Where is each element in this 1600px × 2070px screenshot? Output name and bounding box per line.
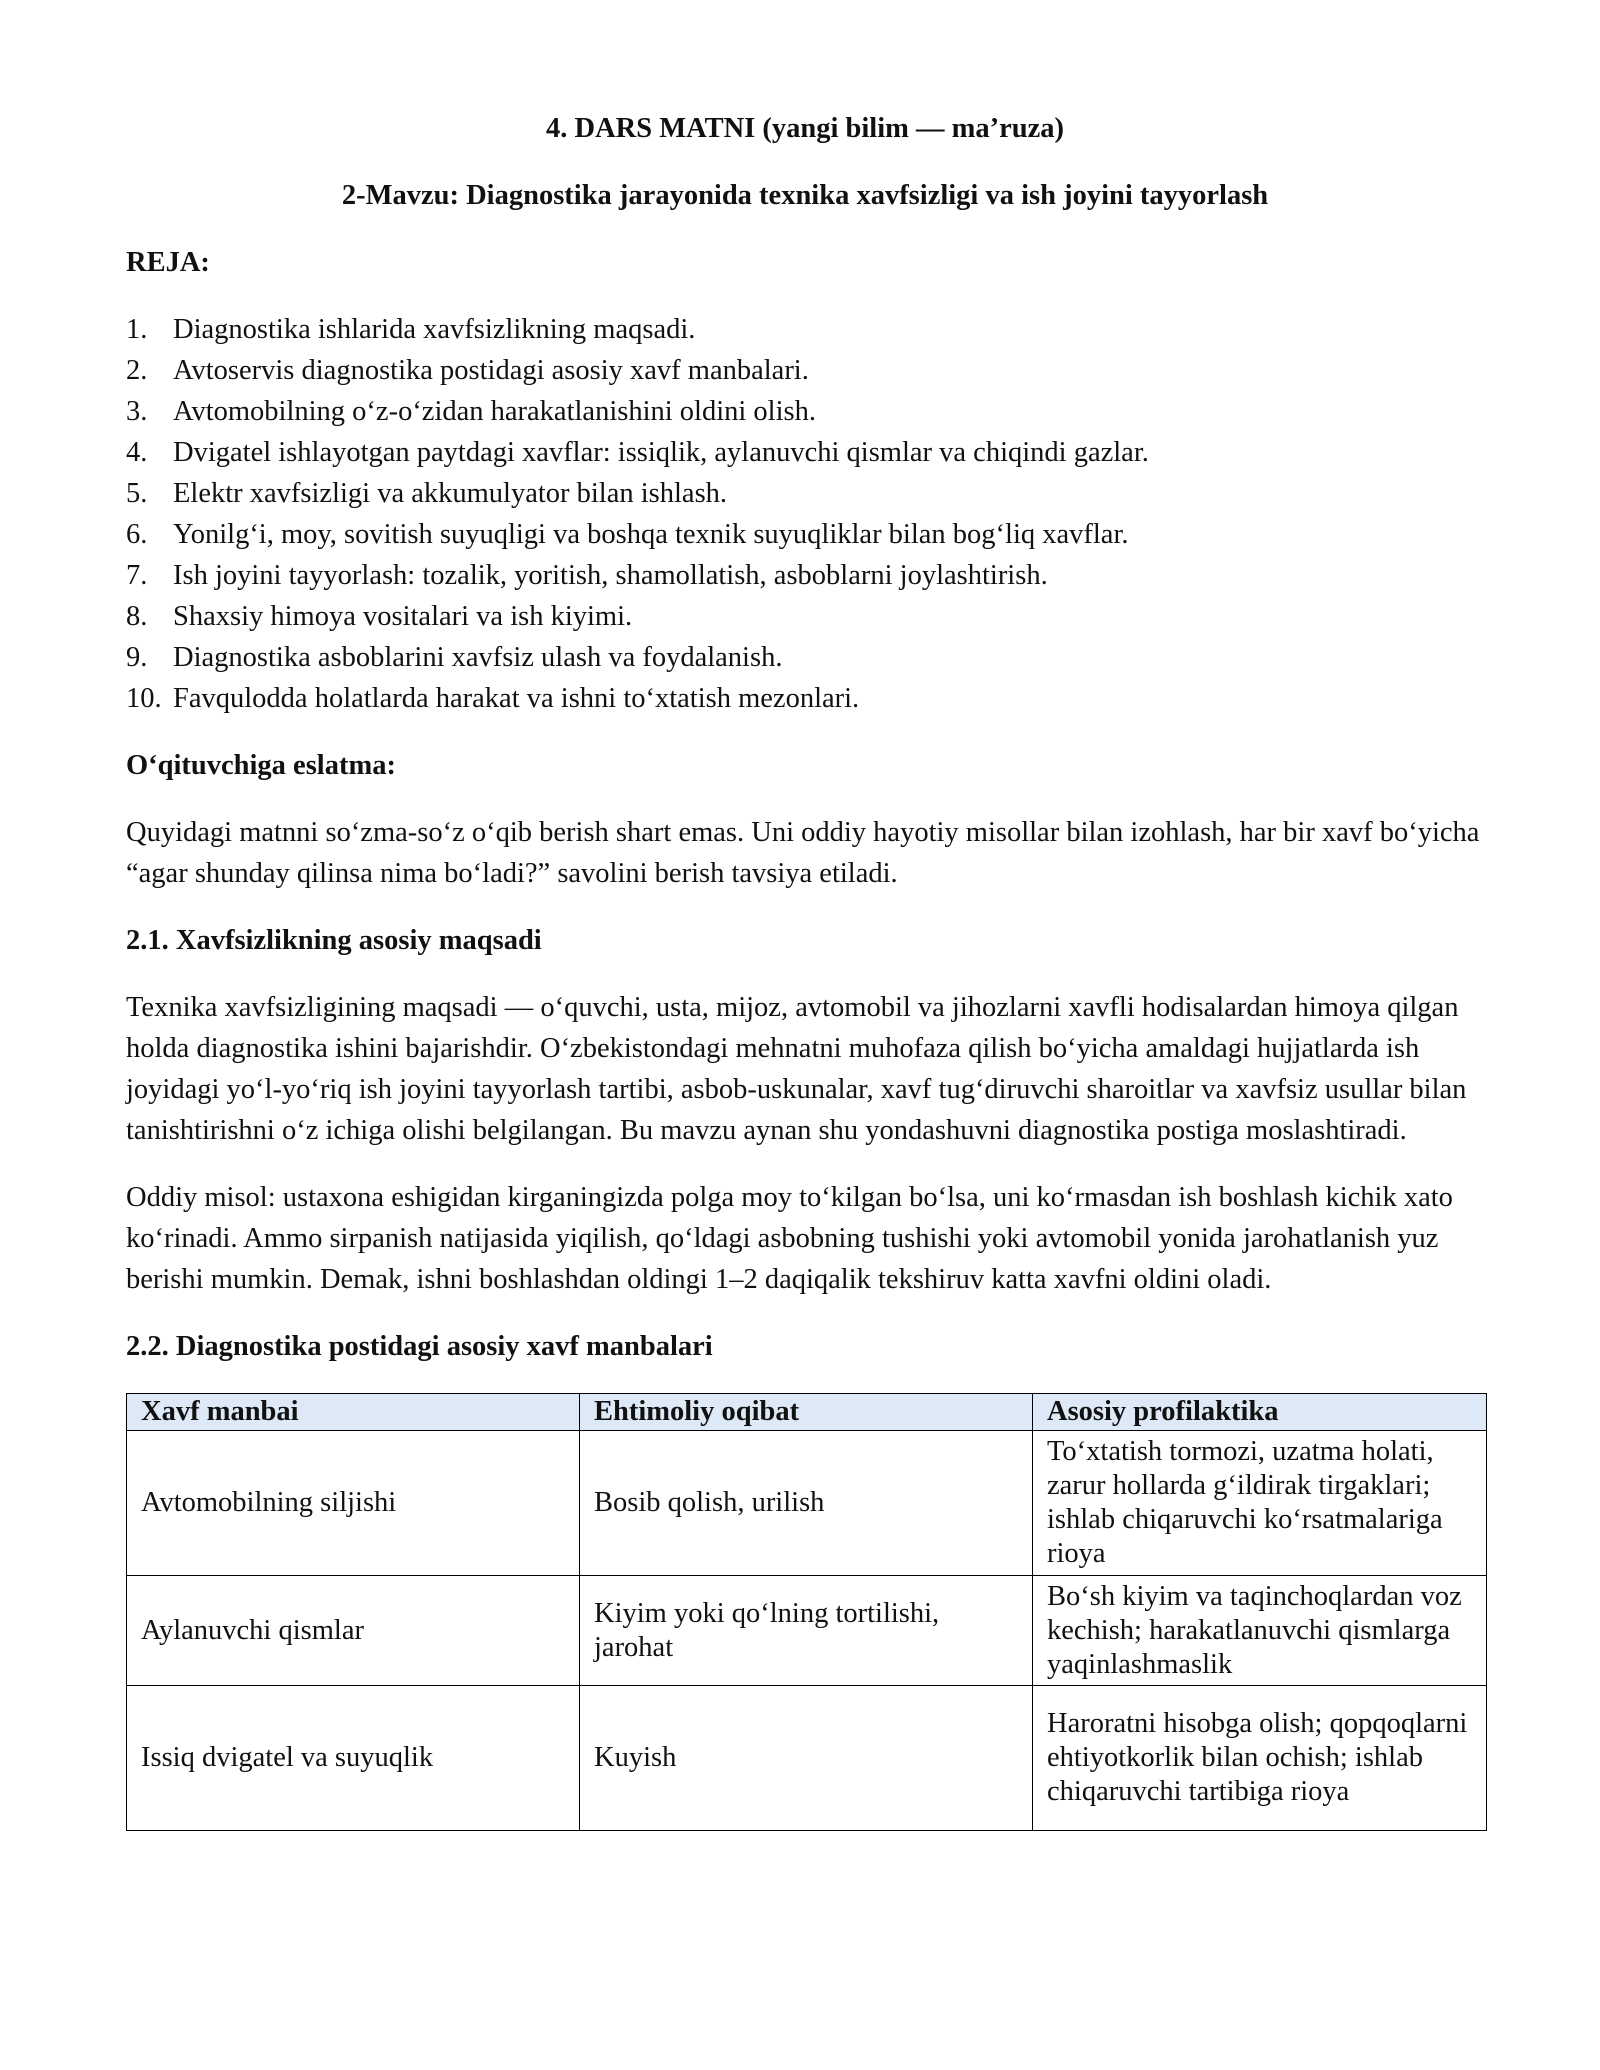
plan-item-text: Elektr xavfsizligi va akkumulyator bilan ishlash.: [173, 478, 728, 509]
plan-item: [126, 309, 1484, 350]
plan-item-text: Diagnostika ishlarida xavfsizlikning maqsadi.: [173, 314, 696, 345]
table-row: [127, 1431, 1487, 1576]
plan-item-number: 2.: [126, 355, 148, 386]
table-cell: Haroratni hisobga olish; qopqoqlarni ehtiyotkorlik bilan ochish; ishlab chiqaruvchi tartibiga rioya: [1033, 1686, 1487, 1831]
hazard-table: [126, 1393, 1487, 1831]
plan-item-text: Avtomobilning oʻz-oʻzidan harakatlanishini oldini olish.: [173, 396, 816, 427]
plan-item: [126, 678, 1484, 719]
plan-item-number: 10.: [126, 683, 162, 714]
section-2-1-paragraph: Texnika xavfsizligining maqsadi — oʻquvchi, usta, mijoz, avtomobil va jihozlarni xavfli hodisalardan himoya qilgan holda diagnostika ishini bajarishdir. Oʻzbekistondagi mehnatni muhofaza qilish boʻyicha amaldagi hujjatlarda ish joyidagi yoʻl-yoʻriq ish joyini tayyorlash tartibi, asbob-uskunalar, xavf tugʻdiruvchi sharoitlar va xavfsiz usullar bilan tanishtirishni oʻz ichiga olishi belgilangan. Bu mavzu aynan shu yondashuvni diagnostika postiga moslashtiradi.: [126, 992, 1467, 1146]
document-title: 4. DARS MATNI (yangi bilim — ma’ruza): [546, 113, 1064, 144]
column-header-possible-consequence: Ehtimoliy oqibat: [580, 1394, 1033, 1431]
table-row: [127, 1576, 1487, 1686]
plan-item: [126, 514, 1484, 555]
plan-item-text: Shaxsiy himoya vositalari va ish kiyimi.: [173, 601, 633, 632]
section-2-1-example-paragraph: Oddiy misol: ustaxona eshigidan kirganingizda polga moy toʻkilgan boʻlsa, uni koʻrmasdan ish boshlash kichik xato koʻrinadi. Ammo sirpanish natijasida yiqilish, qoʻldagi asbobning tushishi yoki avtomobil yonida jarohatlanish yuz berishi mumkin. Demak, ishni boshlashdan oldingi 1–2 daqiqalik tekshiruv katta xavfni oldini oladi.: [126, 1182, 1453, 1295]
column-header-prevention: Asosiy profilaktika: [1033, 1394, 1487, 1431]
table-cell: Kuyish: [580, 1686, 1033, 1831]
table-cell: Bosib qolish, urilish: [580, 1431, 1033, 1576]
document-body: [126, 108, 1484, 1831]
plan-heading: REJA:: [126, 247, 210, 278]
table-cell: Avtomobilning siljishi: [127, 1431, 580, 1576]
table-cell: Aylanuvchi qismlar: [127, 1576, 580, 1686]
plan-item-text: Ish joyini tayyorlash: tozalik, yoritish, shamollatish, asboblarni joylashtirish.: [173, 560, 1048, 591]
table-header-row: [127, 1394, 1487, 1431]
table-cell: Toʻxtatish tormozi, uzatma holati, zarur hollarda gʻildirak tirgaklari; ishlab chiqaruvchi koʻrsatmalariga rioya: [1033, 1431, 1487, 1576]
teacher-note-text: Quyidagi matnni soʻzma-soʻz oʻqib berish shart emas. Uni oddiy hayotiy misollar bilan izohlash, har bir xavf boʻyicha “agar shunday qilinsa nima boʻladi?” savolini berish tavsiya etiladi.: [126, 817, 1480, 889]
plan-item-number: 9.: [126, 642, 148, 673]
plan-item: [126, 596, 1484, 637]
table-row: [127, 1686, 1487, 1831]
plan-item-number: 6.: [126, 519, 148, 550]
table-cell: Boʻsh kiyim va taqinchoqlardan voz kechish; harakatlanuvchi qismlarga yaqinlashmaslik: [1033, 1576, 1487, 1686]
section-heading-2-1: 2.1. Xavfsizlikning asosiy maqsadi: [126, 925, 542, 956]
teacher-note-heading: Oʻqituvchiga eslatma:: [126, 750, 396, 781]
plan-item-number: 1.: [126, 314, 148, 345]
plan-item: [126, 391, 1484, 432]
column-header-hazard-source: Xavf manbai: [127, 1394, 580, 1431]
plan-list: [126, 309, 1484, 719]
plan-item-text: Dvigatel ishlayotgan paytdagi xavflar: issiqlik, aylanuvchi qismlar va chiqindi gazlar.: [173, 437, 1149, 468]
plan-item-number: 8.: [126, 601, 148, 632]
plan-item-number: 4.: [126, 437, 148, 468]
lesson-topic: 2-Mavzu: Diagnostika jarayonida texnika xavfsizligi va ish joyini tayyorlash: [341, 180, 1269, 211]
plan-item: [126, 473, 1484, 514]
plan-item-number: 7.: [126, 560, 148, 591]
section-heading-2-2: 2.2. Diagnostika postidagi asosiy xavf manbalari: [126, 1331, 713, 1362]
plan-item-text: Avtoservis diagnostika postidagi asosiy xavf manbalari.: [173, 355, 809, 386]
plan-item-text: Yonilgʻi, moy, sovitish suyuqligi va boshqa texnik suyuqliklar bilan bogʻliq xavflar.: [173, 519, 1129, 550]
table-cell: Kiyim yoki qoʻlning tortilishi, jarohat: [580, 1576, 1033, 1686]
plan-item: [126, 350, 1484, 391]
plan-item-text: Diagnostika asboblarini xavfsiz ulash va foydalanish.: [173, 642, 783, 673]
table-cell: Issiq dvigatel va suyuqlik: [127, 1686, 580, 1831]
plan-item: [126, 637, 1484, 678]
plan-item: [126, 432, 1484, 473]
plan-item-number: 3.: [126, 396, 148, 427]
plan-item: [126, 555, 1484, 596]
plan-item-number: 5.: [126, 478, 148, 509]
plan-item-text: Favqulodda holatlarda harakat va ishni toʻxtatish mezonlari.: [173, 683, 860, 714]
